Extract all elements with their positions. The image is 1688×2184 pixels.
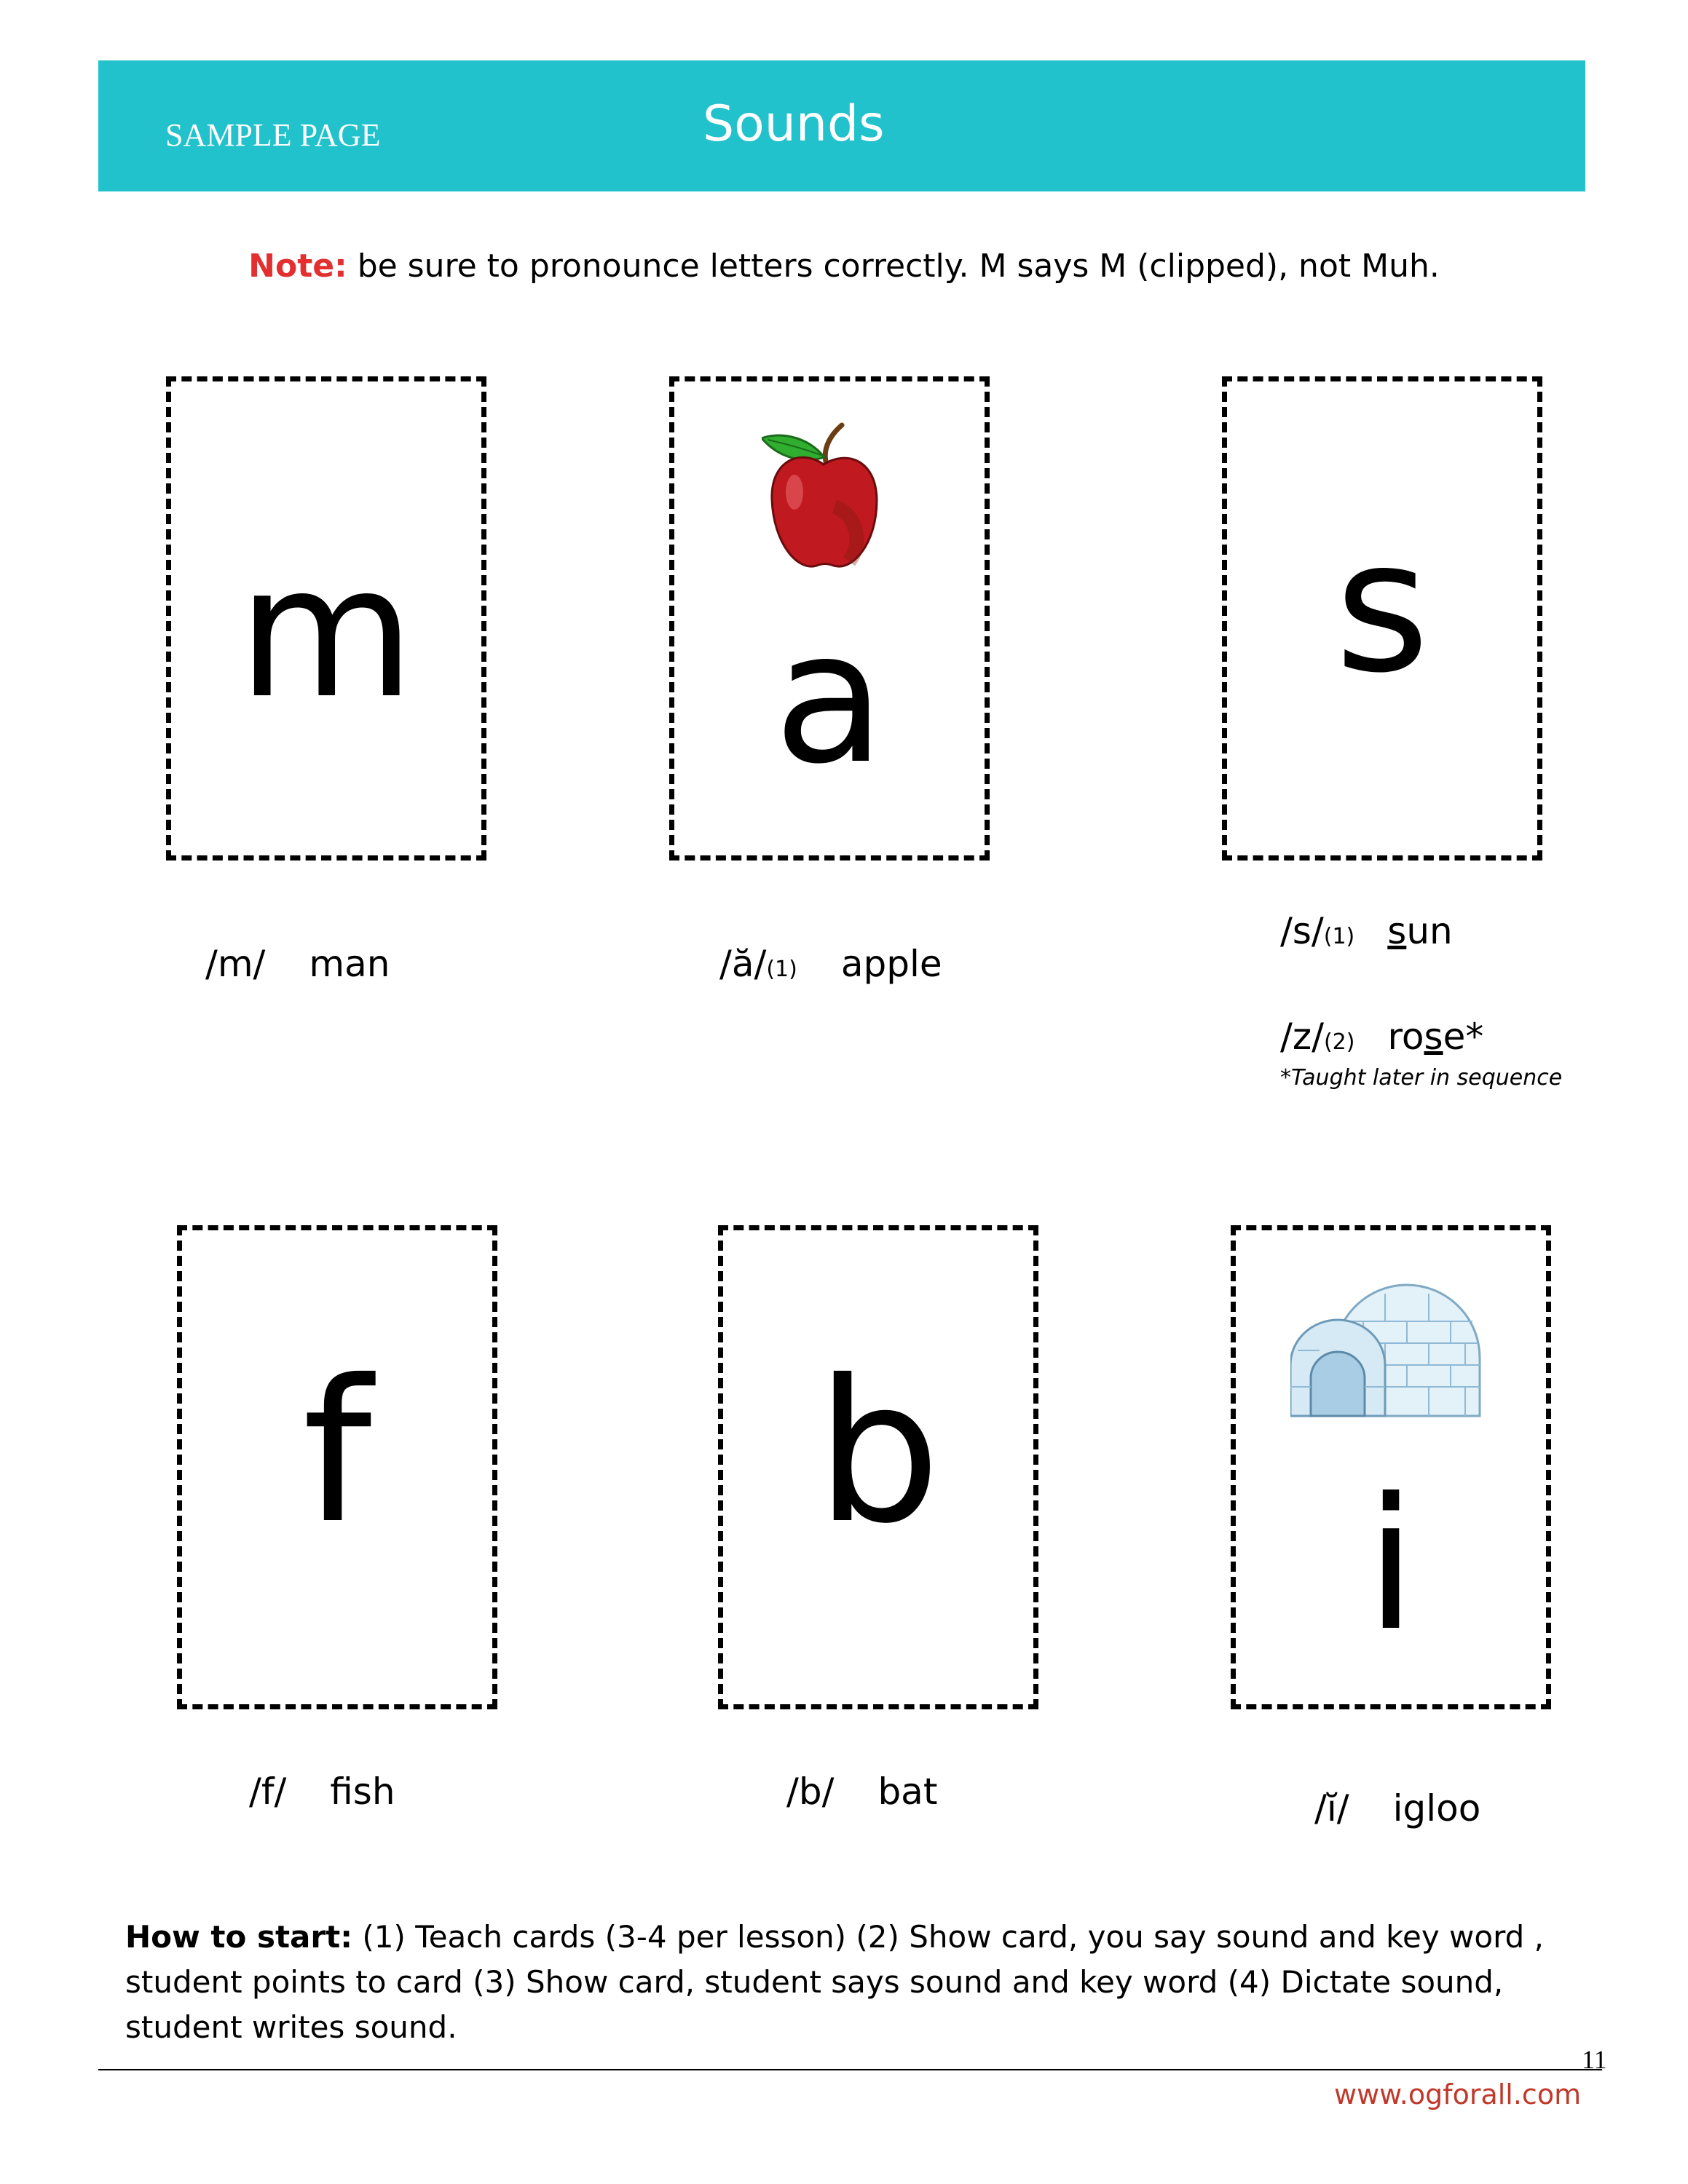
sound-index: (1) — [1323, 924, 1355, 949]
igloo-icon — [1290, 1278, 1494, 1423]
note — [0, 248, 1688, 285]
flashcard-s — [1222, 376, 1542, 860]
card-letter: f — [302, 1337, 372, 1567]
how-to-start — [125, 1915, 1596, 2050]
card-label-a — [719, 943, 942, 985]
note-label: Note: — [248, 248, 347, 285]
card-letter: a — [773, 592, 886, 804]
page-title: Sounds — [703, 95, 885, 153]
card-label-s — [1280, 910, 1453, 952]
sound-text: /m/ — [205, 943, 266, 985]
card-label-b — [786, 1770, 937, 1813]
how-to-start-text: (1) Teach cards (3-4 per lesson) (2) Show card, you say sound and key word , student points to card (3) Show card, student says sound and key word (4) Dictate sound, student writes sound. — [125, 1919, 1544, 2045]
flashcard-f — [177, 1225, 497, 1709]
apple-icon — [762, 419, 886, 579]
keyword-prefix: ro — [1387, 1016, 1424, 1058]
flashcard-b — [718, 1225, 1038, 1709]
flashcard-i — [1231, 1225, 1551, 1709]
sound-index: (1) — [766, 957, 797, 982]
keyword-underlined: s — [1387, 910, 1407, 952]
keyword-suffix: un — [1406, 910, 1453, 952]
card-label-i — [1314, 1787, 1480, 1829]
note-text: be sure to pronounce letters correctly. M says M (clipped), not Muh. — [347, 248, 1440, 285]
keyword-suffix: e* — [1443, 1016, 1484, 1058]
card-label-z — [1280, 1016, 1483, 1058]
card-letter: s — [1334, 501, 1430, 713]
sound-text: /b/ — [786, 1770, 835, 1813]
footnote: *Taught later in sequence — [1280, 1065, 1563, 1091]
card-letter: b — [816, 1337, 941, 1567]
footer-rule — [98, 2069, 1602, 2070]
card-letter: i — [1365, 1459, 1416, 1671]
card-letter: m — [237, 526, 415, 738]
sound-text: /ă/ — [719, 943, 767, 985]
sample-page-label: SAMPLE PAGE — [165, 117, 381, 153]
flashcard-a — [669, 376, 990, 860]
website-link[interactable]: www.ogforall.com — [1334, 2078, 1582, 2110]
sound-text: /s/ — [1280, 910, 1324, 952]
keyword-text: fish — [330, 1770, 395, 1813]
keyword-underlined: s — [1424, 1016, 1443, 1058]
card-label-f — [249, 1770, 395, 1813]
sound-index: (2) — [1323, 1029, 1355, 1055]
flashcard-m — [166, 376, 486, 860]
keyword-text: man — [309, 943, 390, 985]
card-label-m — [205, 943, 390, 985]
keyword-text: bat — [877, 1770, 938, 1813]
keyword-text: igloo — [1392, 1787, 1481, 1829]
page-number: 11 — [1582, 2045, 1607, 2074]
how-to-start-label: How to start: — [125, 1919, 352, 1955]
header-banner — [98, 60, 1585, 191]
keyword-text: apple — [840, 943, 942, 985]
sound-text: /ĭ/ — [1314, 1787, 1349, 1829]
sound-text: /f/ — [249, 1770, 287, 1813]
sound-text: /z/ — [1280, 1016, 1324, 1058]
